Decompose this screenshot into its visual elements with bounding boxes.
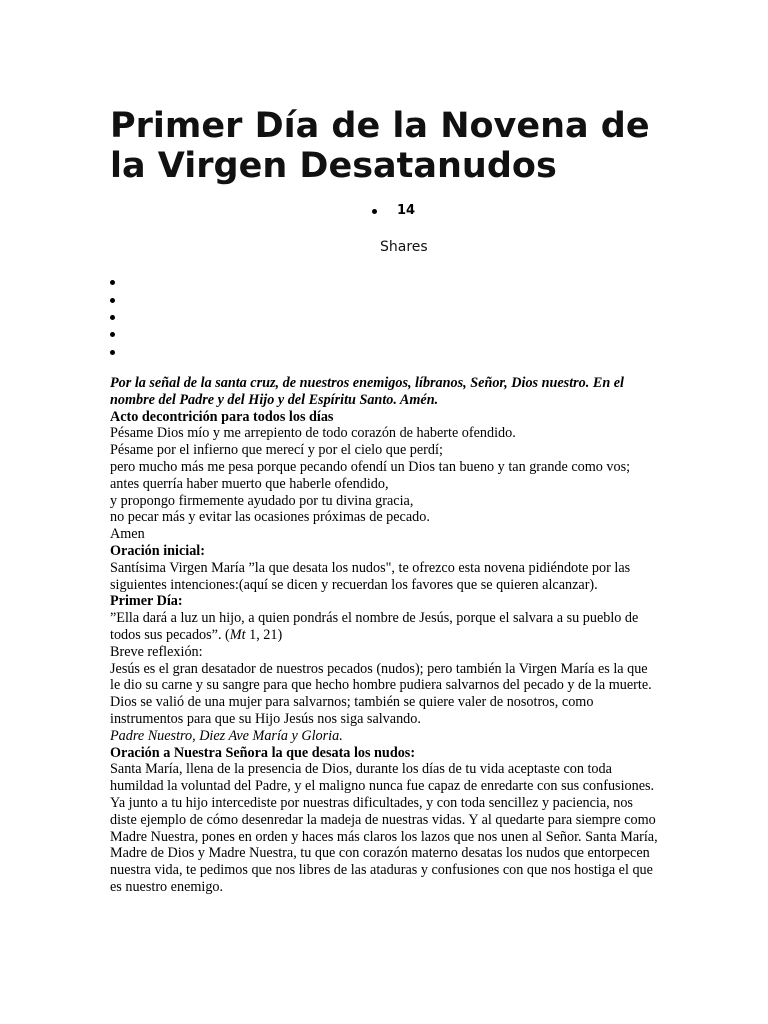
page-title: Primer Día de la Novena de la Virgen Desatanudos [110, 106, 650, 186]
bullet-icon [110, 298, 115, 303]
reflexion-heading: Breve reflexión: [110, 643, 203, 660]
social-share-item[interactable] [110, 274, 115, 291]
shares-list [372, 203, 415, 219]
social-share-item[interactable] [110, 326, 115, 343]
acto-line: y propongo firmemente ayudado por tu divina gracia, [110, 492, 414, 509]
primer-dia-ref-book: Mt [229, 626, 246, 643]
bullet-icon [110, 350, 115, 355]
acto-line: antes querría haber muerto que haberle ofendido, [110, 475, 389, 492]
bullet-icon [110, 315, 115, 320]
primer-dia-quote-text: ”Ella dará a luz un hijo, a quien pondrás el nombre de Jesús, porque el salvara a su pueblo de todos sus pecados”. ( [110, 610, 639, 643]
acto-line: Pésame Dios mío y me arrepiento de todo corazón de haberte ofendido. [110, 425, 516, 442]
social-share-list [110, 274, 115, 361]
oracion-nudos-heading: Oración a Nuestra Señora la que desata los nudos: [110, 744, 416, 761]
acto-line: no pecar más y evitar las ocasiones próximas de pecado. [110, 509, 430, 526]
oracion-inicial-heading: Oración inicial: [110, 542, 205, 559]
intro-prayer: Por la señal de la santa cruz, de nuestros enemigos, líbranos, Señor, Dios nuestro. En el nombre del Padre y del Hijo y del Espíritu Santo. Amén. [110, 375, 624, 408]
social-share-item[interactable] [110, 291, 115, 308]
oracion-nudos-text: Santa María, llena de la presencia de Dios, durante los días de tu vida aceptaste con toda humildad la voluntad del Padre, y el maligno nunca fue capaz de enredarte con sus confusiones. Ya junto a tu hijo intercediste por nuestras dificultades, y con toda sencillez y paciencia, nos diste ejemplo de cómo desenredar la madeja de nuestras vidas. Y al quedarte para siempre como Madre Nuestra, pones en orden y haces más claros los lazos que nos unen al Señor. Santa María, Madre de Dios y Madre Nuestra, tu que con corazón materno desatas los nudos que entorpecen nuestra vida, te pedimos que nos libres de las ataduras y confusiones con que nos hostiga el que es nuestro enemigo. [110, 761, 658, 895]
bullet-icon [110, 332, 115, 337]
acto-line: Amen [110, 526, 145, 543]
acto-line: pero mucho más me pesa porque pecando ofendí un Dios tan bueno y tan grande como vos; [110, 458, 631, 475]
bullet-icon [372, 209, 377, 214]
shares-label: Shares [380, 239, 428, 255]
acto-line: Pésame por el infierno que merecí y por el cielo que perdí; [110, 442, 443, 459]
acto-heading: Acto decontrición para todos los días [110, 408, 334, 425]
social-share-item[interactable] [110, 344, 115, 361]
social-share-item[interactable] [110, 309, 115, 326]
primer-dia-heading: Primer Día: [110, 593, 183, 610]
article-body [110, 375, 660, 896]
reflexion-text: Jesús es el gran desatador de nuestros pecados (nudos); pero también la Virgen María es la que le dio su carne y su sangre para que hecho hombre pudiera salvarnos del pecado y de la muerte. Dios se valió de una mujer para salvarnos; también se quiere valer de nosotros, como instrumentos para que su Hijo Jesús nos siga salvando. [110, 660, 652, 727]
bullet-icon [110, 280, 115, 285]
oracion-inicial-text: Santísima Virgen María ”la que desata los nudos", te ofrezco esta novena pidiéndote por las siguientes intenciones:(aquí se dicen y recuerdan los favores que se quieren alcanzar). [110, 559, 631, 593]
shares-count-item[interactable] [372, 203, 415, 219]
padre-nuestro: Padre Nuestro, Diez Ave María y Gloria. [110, 727, 343, 744]
shares-count: 14 [397, 203, 416, 218]
primer-dia-quote [110, 610, 660, 644]
primer-dia-ref-verse: 1, 21) [245, 626, 283, 643]
